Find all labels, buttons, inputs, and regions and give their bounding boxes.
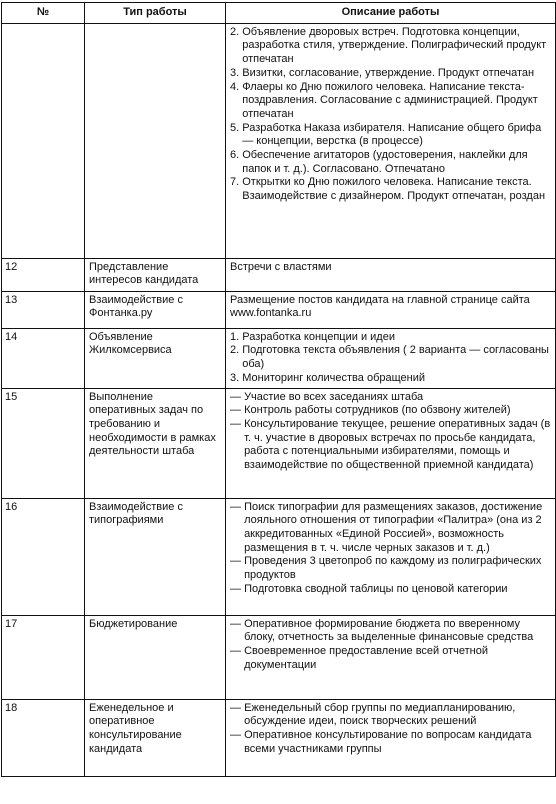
table-row bbox=[2, 388, 556, 498]
description-item bbox=[230, 176, 551, 203]
item-marker: 4. bbox=[230, 80, 243, 93]
item-marker: 5. bbox=[230, 121, 243, 134]
header-type: Тип работы bbox=[85, 3, 226, 24]
row-number: 13 bbox=[2, 291, 85, 328]
description-item bbox=[230, 501, 551, 556]
description-item bbox=[230, 81, 551, 122]
item-text: Подготовка текста объявления ( 2 варианта — согласованы оба) bbox=[242, 344, 549, 371]
item-marker: 2. bbox=[230, 25, 243, 38]
item-marker: — bbox=[230, 728, 245, 741]
description-item bbox=[230, 372, 551, 386]
table-row bbox=[2, 258, 556, 291]
item-marker: — bbox=[230, 404, 245, 417]
item-marker: — bbox=[230, 617, 245, 630]
item-text: Проведения 3 цветопроб по каждому из полиграфических продуктов bbox=[244, 555, 542, 582]
table-body bbox=[2, 23, 556, 776]
description-item bbox=[230, 404, 551, 418]
document-page bbox=[1, 2, 555, 777]
description-item bbox=[230, 122, 551, 149]
description-item bbox=[230, 344, 551, 371]
work-description bbox=[226, 498, 556, 615]
description-item bbox=[230, 729, 551, 756]
work-description bbox=[226, 388, 556, 498]
item-marker: 1. bbox=[230, 330, 243, 343]
item-text: Еженедельный сбор группы по медиапланированию, обсуждение идеи, поиск творческих решений bbox=[244, 701, 516, 728]
item-marker: — bbox=[230, 701, 245, 714]
work-description bbox=[226, 699, 556, 776]
header-num: № bbox=[2, 3, 85, 24]
item-marker: — bbox=[230, 390, 245, 403]
work-type: Взаимодействие с Фонтанка.ру bbox=[85, 291, 226, 328]
work-description bbox=[226, 328, 556, 388]
item-text: Участие во всех заседаниях штаба bbox=[244, 390, 424, 403]
work-description bbox=[226, 23, 556, 258]
work-type bbox=[85, 23, 226, 258]
work-description bbox=[226, 291, 556, 328]
table-row bbox=[2, 23, 556, 258]
item-marker: 7. bbox=[230, 176, 243, 189]
work-type: Представление интересов кандидата bbox=[85, 258, 226, 291]
description-item bbox=[230, 67, 551, 81]
work-type: Взаимодействие с типографиями bbox=[85, 498, 226, 615]
description-item bbox=[230, 391, 551, 405]
table-row bbox=[2, 328, 556, 388]
description-item bbox=[230, 645, 551, 672]
work-description bbox=[226, 258, 556, 291]
item-marker: — bbox=[230, 555, 245, 568]
table-row bbox=[2, 615, 556, 699]
work-type: Еженедельное и оперативное консультирование кандидата bbox=[85, 699, 226, 776]
description-item bbox=[230, 702, 551, 729]
work-type: Бюджетирование bbox=[85, 615, 226, 699]
item-text: Разработка Наказа избирателя. Написание общего брифа — концепции, верстка (в процессе) bbox=[242, 121, 542, 148]
row-number: 12 bbox=[2, 258, 85, 291]
item-marker: — bbox=[230, 417, 245, 430]
item-text: Консультирование текущее, решение оперативных задач (в т. ч. участие в дворовых встречах по просьбе кандидата, работа с потенциальными избирателями, помощь и взаимодействие по общественной приемной кандидата) bbox=[244, 417, 551, 472]
work-type: Выполнение оперативных задач по требованию и необходимости в рамках деятельности штаба bbox=[85, 388, 226, 498]
table-row bbox=[2, 699, 556, 776]
item-marker: 2. bbox=[230, 344, 243, 357]
item-text: Флаеры ко Дню пожилого человека. Написание текста-поздравления. Согласование с администрацией. Продукт отпечатан bbox=[242, 80, 538, 120]
item-text: Визитки, согласование, утверждение. Продукт отпечатан bbox=[242, 66, 535, 79]
row-number: 18 bbox=[2, 699, 85, 776]
item-marker: — bbox=[230, 582, 245, 595]
work-table bbox=[1, 2, 556, 777]
row-number: 16 bbox=[2, 498, 85, 615]
item-text: Оперативное формирование бюджета по вверенному блоку, отчетность за выделенные финансовые средства bbox=[244, 617, 534, 644]
header-description: Описание работы bbox=[226, 3, 556, 24]
description-item bbox=[230, 261, 551, 275]
work-type: Объявление Жилкомсервиса bbox=[85, 328, 226, 388]
item-text: Размещение постов кандидата на главной странице сайта www.fontanka.ru bbox=[230, 293, 530, 320]
item-text: Обеспечение агитаторов (удостоверения, наклейки для папок и т. д.). Согласовано. Отпечатано bbox=[242, 149, 528, 175]
description-item bbox=[230, 149, 551, 176]
item-text: Оперативное консультирование по вопросам кандидата всеми участниками группы bbox=[244, 728, 532, 755]
description-item bbox=[230, 331, 551, 345]
table-row bbox=[2, 291, 556, 328]
item-marker: — bbox=[230, 644, 245, 657]
work-description bbox=[226, 615, 556, 699]
row-number: 17 bbox=[2, 615, 85, 699]
item-text: Встречи с властями bbox=[230, 260, 332, 273]
description-item bbox=[230, 583, 551, 597]
item-marker: 3. bbox=[230, 371, 243, 384]
row-number: 14 bbox=[2, 328, 85, 388]
item-text: Мониторинг количества обращений bbox=[242, 371, 426, 384]
table-header-row bbox=[2, 3, 556, 24]
item-text: Своевременное предоставление всей отчетной документации bbox=[244, 644, 489, 671]
description-item bbox=[230, 418, 551, 473]
description-item bbox=[230, 294, 551, 321]
description-item bbox=[230, 618, 551, 645]
item-text: Разработка концепции и идеи bbox=[242, 330, 395, 343]
description-item bbox=[230, 555, 551, 582]
item-text: Объявление дворовых встреч. Подготовка концепции, разработка стиля, утверждение. Полиграфический продукт отпечатан bbox=[242, 25, 547, 66]
item-text: Поиск типографии для размещениях заказов, достижение лояльного отношения от типографии «Палитра» (она из 2 аккредитованных «Единой Россией», возможность размещения в т. ч. числе черных заказов и т. д.) bbox=[244, 500, 543, 554]
item-marker: 3. bbox=[230, 66, 243, 79]
description-item bbox=[230, 26, 551, 67]
item-text: Контроль работы сотрудников (по обзвону жителей) bbox=[244, 404, 511, 417]
item-text: Подготовка сводной таблицы по ценовой категории bbox=[244, 582, 508, 595]
item-marker: — bbox=[230, 500, 245, 513]
row-number bbox=[2, 23, 85, 258]
item-marker: 6. bbox=[230, 149, 243, 162]
row-number: 15 bbox=[2, 388, 85, 498]
item-text: Открытки ко Дню пожилого человека. Написание текста. Взаимодействие с дизайнером. Продукт отпечатан, роздан bbox=[242, 176, 546, 203]
table-row bbox=[2, 498, 556, 615]
